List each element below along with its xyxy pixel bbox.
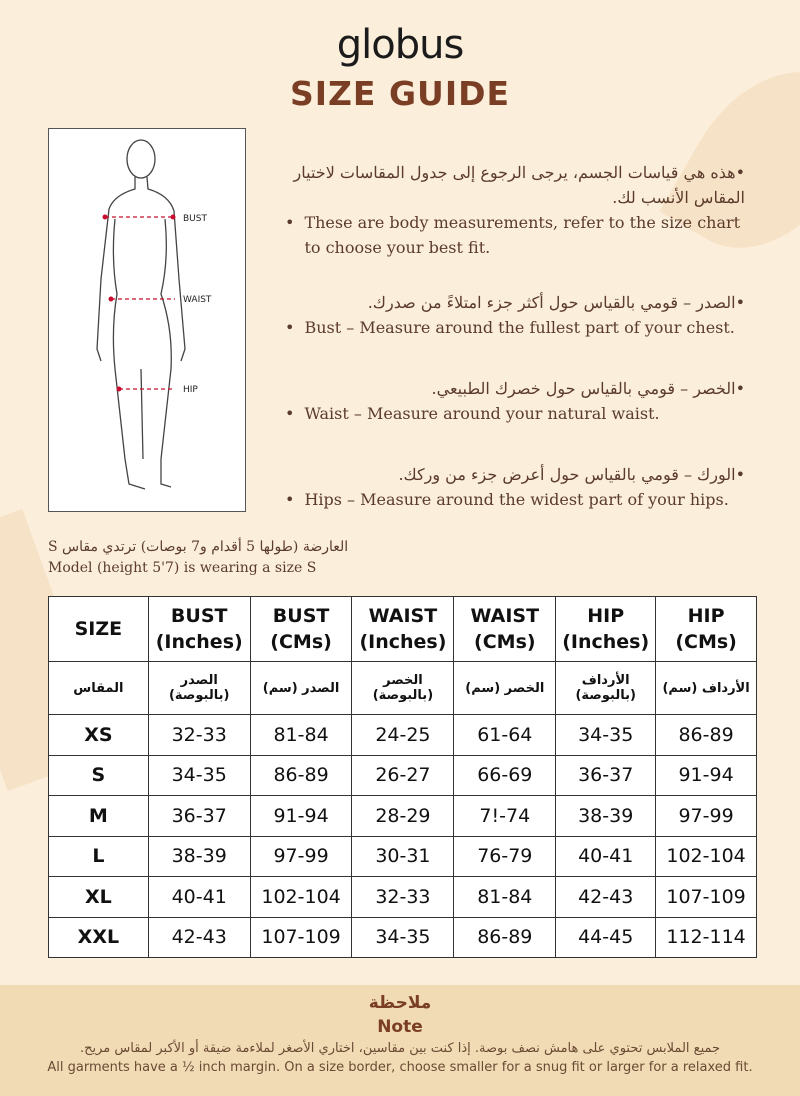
measurement-cell: 102-104 [656,836,757,877]
table-row [49,796,757,837]
model-info-ar: العارضة (طولها 5 أقدام و7 بوصات) ترتدي مقاس S [48,539,349,555]
column-header-text: SIZE [74,618,123,640]
column-header-text: (Inches) [155,631,243,653]
measurement-cell: 97-99 [656,796,757,837]
body-figure-illustration [48,128,246,512]
size-cell: XXL [49,917,149,958]
column-header-text: WAIST [368,605,438,627]
measurement-cell: 34-35 [556,715,656,756]
measurement-cell: 38-39 [148,836,250,877]
measurement-cell: 26-27 [352,755,454,796]
column-header-ar: الأرداف (سم) [656,662,757,715]
measurement-cell: 34-35 [352,917,454,958]
column-header [250,597,352,662]
measurement-cell: 44-45 [556,917,656,958]
measurement-cell: 66-69 [454,755,556,796]
table-row [49,917,757,958]
column-header [352,597,454,662]
column-header [656,597,757,662]
column-header-text: (CMs) [270,631,332,653]
column-header-text: BUST [272,605,330,627]
page-title: SIZE GUIDE [289,74,511,113]
measurement-cell: 81-84 [250,715,352,756]
measurement-cell: 42-43 [556,877,656,918]
size-cell: L [49,836,149,877]
waist-label: WAIST [183,295,212,305]
measurement-cell: 76-79 [454,836,556,877]
measurement-cell: 81-84 [454,877,556,918]
table-row [49,877,757,918]
column-header-text: (Inches) [359,631,447,653]
column-header [556,597,656,662]
measurement-cell: 36-37 [148,796,250,837]
bullet-en: • Waist – Measure around your natural waist. [285,401,745,426]
measurement-instructions [285,160,745,536]
measurement-cell: 28-29 [352,796,454,837]
note-text: All garments have a ½ inch margin. On a size border, choose smaller for a snug fit or larger for a relaxed fit. [47,1060,753,1075]
bullet-ar: • الورك – قومي بالقياس حول أعرض جزء من وركك. [285,462,745,487]
column-header-ar: الصدر (بالبوصة) [148,662,250,715]
column-header-text: HIP [587,605,625,627]
bullet-en: • Bust – Measure around the fullest part of your chest. [285,315,745,340]
measurement-cell: 40-41 [148,877,250,918]
model-info-en: Model (height 5'7) is wearing a size S [48,560,317,576]
measurement-cell: 32-33 [352,877,454,918]
column-header-text: BUST [170,605,228,627]
measurement-cell: 36-37 [556,755,656,796]
measurement-cell: 30-31 [352,836,454,877]
table-row [49,755,757,796]
column-header-ar: الخصر (بالبوصة) [352,662,454,715]
measurement-cell: 34-35 [148,755,250,796]
column-header-text: (CMs) [675,631,737,653]
measurement-cell: 86-89 [656,715,757,756]
measurement-cell: 107-109 [250,917,352,958]
column-header [49,597,149,662]
column-header-ar: المقاس [49,662,149,715]
measurement-cell: 91-94 [656,755,757,796]
table-row [49,715,757,756]
measurement-cell: 107-109 [656,877,757,918]
measurement-cell: 40-41 [556,836,656,877]
body-outline-icon [49,129,247,513]
bullet-en: • These are body measurements, refer to the size chart to choose your best fit. [285,210,745,260]
column-header-text: HIP [687,605,725,627]
bust-label: BUST [183,214,207,224]
note-section [0,985,800,1096]
note-text-ar: جميع الملابس تحتوي على هامش نصف بوصة. إذا كنت بين مقاسين، اختاري الأصغر لملاءمة ضيقة أو الأكبر لمقاس مريح. [79,1041,721,1056]
column-header-ar: الخصر (سم) [454,662,556,715]
measurement-cell: 61-64 [454,715,556,756]
size-cell: M [49,796,149,837]
measurement-cell: 32-33 [148,715,250,756]
note-title-ar: ملاحظة [368,993,432,1013]
size-chart-table [48,596,757,958]
column-header [454,597,556,662]
bullet-ar: • الصدر – قومي بالقياس حول أكثر جزء امتلاءً من صدرك. [285,290,745,315]
column-header-text: WAIST [470,605,540,627]
hip-label: HIP [183,385,198,395]
measurement-cell: 42-43 [148,917,250,958]
measurement-cell: 112-114 [656,917,757,958]
size-cell: S [49,755,149,796]
measurement-cell: 97-99 [250,836,352,877]
column-header-text: (Inches) [562,631,650,653]
bullet-ar: • الخصر – قومي بالقياس حول خصرك الطبيعي. [285,376,745,401]
bullet-ar: • هذه هي قياسات الجسم، يرجى الرجوع إلى جدول المقاسات لاختيار المقاس الأنسب لك. [285,160,745,210]
measurement-cell: 102-104 [250,877,352,918]
table-row [49,836,757,877]
model-info [48,537,348,579]
size-cell: XL [49,877,149,918]
column-header-ar: الصدر (سم) [250,662,352,715]
column-header-ar: الأرداف (بالبوصة) [556,662,656,715]
column-header-text: (CMs) [474,631,536,653]
measurement-cell: 38-39 [556,796,656,837]
measurement-cell: 86-89 [454,917,556,958]
bullet-en: • Hips – Measure around the widest part of your hips. [285,487,745,512]
size-cell: XS [49,715,149,756]
measurement-cell: 24-25 [352,715,454,756]
note-title: Note [377,1017,423,1037]
brand-logo: globus [336,22,464,68]
column-header [148,597,250,662]
measurement-cell: 86-89 [250,755,352,796]
measurement-cell: 7!-74 [454,796,556,837]
measurement-cell: 91-94 [250,796,352,837]
